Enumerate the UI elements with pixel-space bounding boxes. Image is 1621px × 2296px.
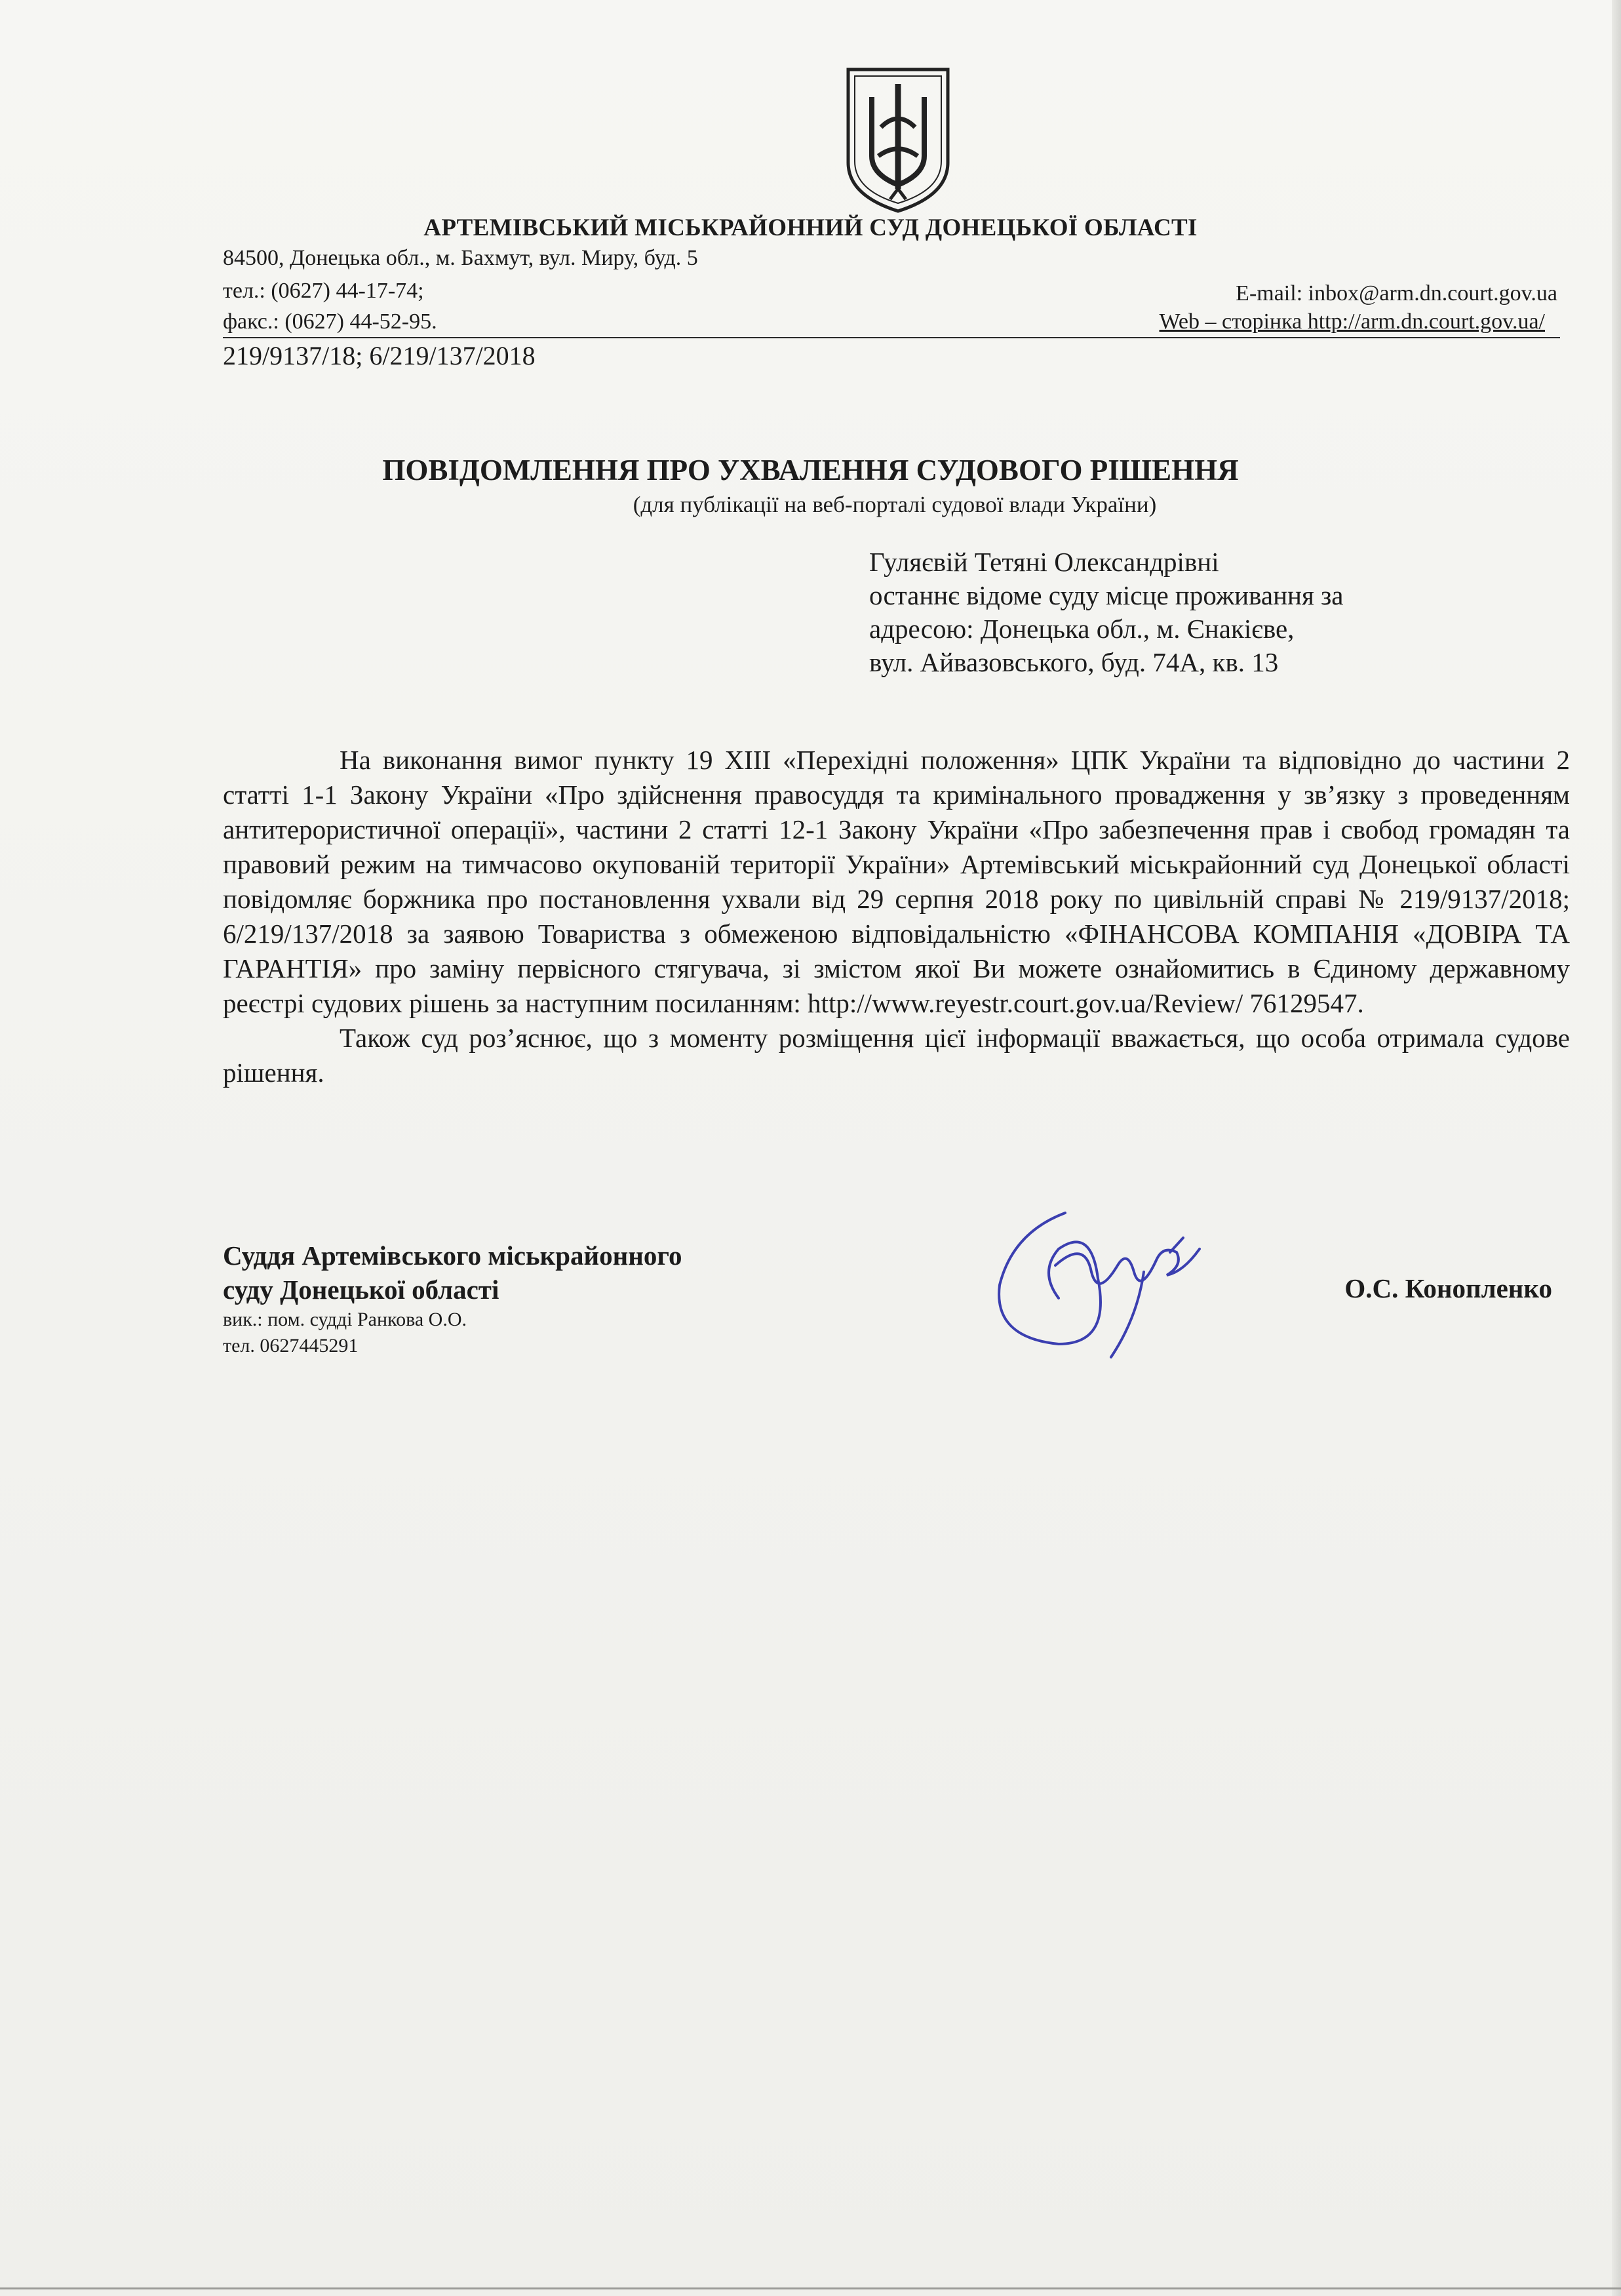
executor-phone: тел. 0627445291 [223, 1335, 359, 1356]
court-name: АРТЕМІВСЬКИЙ МІСЬКРАЙОННИЙ СУД ДОНЕЦЬКОЇ ОБЛАСТІ [423, 214, 1198, 241]
addressee-address-line: останнє відоме суду місце проживання за [869, 580, 1344, 610]
signature-block [223, 1238, 682, 1359]
addressee-address-line: вул. Айвазовського, буд. 74А, кв. 13 [869, 647, 1279, 677]
court-fax: факс.: (0627) 44-52-95. [223, 309, 437, 334]
coat-of-arms-icon [839, 64, 957, 215]
notice-paragraph: Також суд роз’яснює, що з моменту розміщення цієї інформації вважається, що особа отримала судове рішення. [223, 1023, 1570, 1088]
scan-bottom-edge [0, 2287, 1621, 2289]
addressee-name: Гуляєвій Тетяні Олександрівні [869, 547, 1219, 577]
addressee-address-line: адресою: Донецька обл., м. Єнакієве, [869, 614, 1295, 644]
handwritten-signature [986, 1187, 1222, 1364]
judge-name: О.С. Конопленко [1344, 1273, 1552, 1303]
executor-note: вик.: пом. судді Ранкова О.О. [223, 1309, 467, 1330]
document-title: ПОВІДОМЛЕННЯ ПРО УХВАЛЕННЯ СУДОВОГО РІШЕННЯ [382, 454, 1239, 486]
court-phone: тел.: (0627) 44-17-74; [223, 279, 424, 303]
court-email: E-mail: inbox@arm.dn.court.gov.ua [1236, 281, 1557, 306]
notice-paragraph: На виконання вимог пункту 19 ХІІІ «Перехідні положення» ЦПК України та відповідно до частини 2 статті 1-1 Закону України «Про здійснення правосуддя та кримінального провадження у зв’язку з проведенням антитерористичної операції», частини 2 статті 12-1 Закону України «Про забезпечення прав і свобод громадян та правовий режим на тимчасово окупованій території України» Артемівський міськрайонний суд Донецької області повідомляє боржника про постановлення ухвали від 29 серпня 2018 року по цивільній справі № 219/9137/2018; 6/219/137/2018 за заявою Товариства з обмеженою відповідальністю «ФІНАНСОВА КОМПАНІЯ «ДОВІРА ТА ГАРАНТІЯ» про заміну первісного стягувача, зі змістом якої Ви можете ознайомитись в Єдиному державному реєстрі судових рішень за наступним посиланням: http://www.reyestr.court.gov.ua/Review/ 76129547. [223, 745, 1570, 1018]
paper-edge [1612, 0, 1621, 2296]
judge-position: Суддя Артемівського міськрайонного [223, 1240, 682, 1271]
case-numbers: 219/9137/18; 6/219/137/2018 [223, 341, 536, 370]
judge-court: суду Донецької області [223, 1275, 499, 1305]
notice-body [223, 743, 1570, 1090]
addressee-block [869, 545, 1344, 679]
header-divider [223, 337, 1560, 338]
court-website-link[interactable]: Web – сторінка http://arm.dn.court.gov.ua/ [1159, 309, 1545, 334]
court-address: 84500, Донецька обл., м. Бахмут, вул. Миру, буд. 5 [223, 246, 698, 270]
document-subtitle: (для публікації на веб-порталі судової влади України) [633, 492, 1157, 517]
